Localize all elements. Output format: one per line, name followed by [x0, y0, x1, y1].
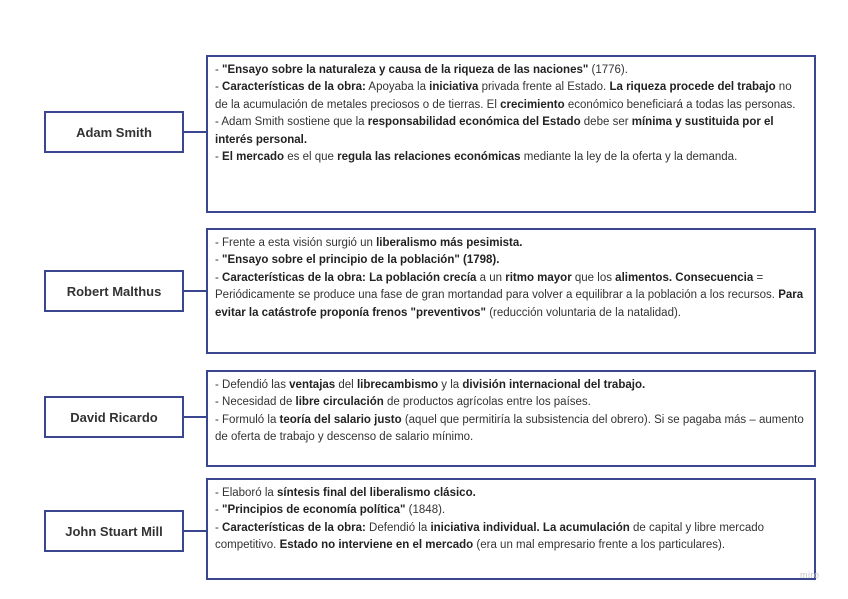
text: - Elaboró la [215, 487, 278, 499]
text: Defendió la [365, 521, 431, 534]
bold-text: liberalismo más pesimista. [376, 237, 523, 249]
text: - [215, 151, 223, 164]
bold-text: "Ensayo sobre el principio de la población" (1798). [222, 254, 500, 267]
connector-line [184, 290, 206, 292]
description-line [215, 252, 807, 269]
bold-text: "Principios de economía política" [222, 504, 406, 517]
text: - Defendió las [215, 379, 290, 391]
bold-text: Características de la obra: [222, 521, 366, 534]
text: - Frente a esta visión surgió un [215, 237, 377, 249]
description-line [215, 79, 807, 114]
connector-line [184, 416, 206, 418]
bold-text: división internacional del trabajo. [462, 379, 646, 391]
text: = Periódicamente se produce una fase de gran mortandad para volver a equilibrar a la población a los recursos. [215, 271, 779, 302]
text: - [215, 504, 223, 517]
bold-text: iniciativa [429, 81, 479, 94]
text: mediante la ley de la oferta y la demanda. [520, 151, 738, 164]
description-line [215, 502, 807, 519]
bold-text: La riqueza procede del trabajo [609, 81, 776, 94]
text: a un [476, 271, 506, 284]
text: (1776). [588, 64, 628, 76]
bold-text: teoría del salario justo [279, 413, 402, 426]
description-line [215, 520, 807, 555]
description-line [215, 62, 807, 79]
bold-text: "Ensayo sobre la naturaleza y causa de la riqueza de las naciones" [222, 64, 589, 76]
bold-text: responsabilidad económica del Estado [367, 116, 581, 129]
bold-text: crecimiento [500, 98, 565, 111]
description-line [215, 235, 807, 252]
connector-line [184, 530, 206, 532]
text: - Necesidad de [215, 396, 296, 409]
bold-text: librecambismo [356, 379, 439, 391]
text: (1848). [405, 504, 446, 517]
miro-watermark: miro [800, 570, 820, 580]
bold-text: síntesis final del liberalismo clásico. [277, 487, 476, 499]
author-name: Adam Smith [76, 124, 152, 140]
text: del [335, 379, 357, 391]
bold-text: El mercado [222, 151, 285, 164]
description-box-john-stuart-mill [206, 478, 816, 580]
text: de productos agrícolas entre los países. [383, 396, 591, 409]
bold-text: Características de la obra: [222, 81, 366, 94]
bold-text: alimentos. [615, 271, 673, 284]
text: que los [571, 271, 616, 284]
bold-text: La acumulación [542, 521, 630, 534]
text: es el que [284, 151, 338, 164]
bold-text: Estado no interviene en el mercado [279, 539, 474, 552]
description-box-robert-malthus [206, 228, 816, 354]
text: (aquel que permitiría la subsistencia del obrero). Si se pagaba más – aumento de oferta de trabajo y descenso de salario mínimo. [215, 413, 804, 444]
description-line [215, 485, 807, 502]
description-line [215, 114, 807, 149]
description-line [215, 270, 807, 322]
description-box-david-ricardo [206, 370, 816, 467]
author-box-david-ricardo[interactable] [44, 396, 184, 438]
text: de capital y libre mercado competitivo. [215, 521, 765, 552]
text: (reducción voluntaria de la natalidad). [486, 306, 681, 319]
text: no de la acumulación de metales preciosos o de tierras. El [215, 81, 792, 111]
text: - Adam Smith sostiene que la [215, 116, 368, 129]
text: Apoyaba la [365, 81, 430, 94]
bold-text: mínima y sustituida por el interés personal. [215, 116, 774, 146]
bold-text: Para evitar la catástrofe proponía frenos "preventivos" [215, 289, 804, 319]
text: (era un mal empresario frente a los particulares). [473, 539, 726, 552]
description-line [215, 377, 807, 394]
author-name: David Ricardo [70, 409, 158, 425]
author-name: John Stuart Mill [65, 523, 163, 539]
text: - [215, 254, 223, 267]
author-box-robert-malthus[interactable] [44, 270, 184, 312]
author-name: Robert Malthus [66, 283, 162, 299]
bold-text: libre circulación [295, 396, 384, 409]
text: - [215, 64, 223, 76]
text: - Formuló la [215, 413, 280, 426]
author-box-adam-smith[interactable] [44, 111, 184, 153]
bold-text: regula las relaciones económicas [337, 151, 521, 164]
description-line [215, 394, 807, 411]
bold-text: ventajas [289, 379, 336, 391]
text: - [215, 521, 223, 534]
bold-text: La población crecía [369, 271, 477, 284]
description-line [215, 149, 807, 166]
bold-text: Consecuencia [675, 271, 754, 284]
author-box-john-stuart-mill[interactable] [44, 510, 184, 552]
bold-text: ritmo mayor [505, 271, 572, 284]
description-line [215, 412, 807, 447]
text: - [215, 81, 223, 94]
bold-text: Características de la obra: [222, 271, 366, 284]
text: privada frente al Estado. [478, 81, 610, 94]
text: debe ser [580, 116, 632, 129]
text: y la [438, 379, 463, 391]
bold-text: iniciativa individual. [430, 521, 540, 534]
description-box-adam-smith [206, 55, 816, 213]
text: económico beneficiará a todas las personas. [564, 98, 796, 111]
connector-line [184, 131, 206, 133]
text: - [215, 271, 223, 284]
